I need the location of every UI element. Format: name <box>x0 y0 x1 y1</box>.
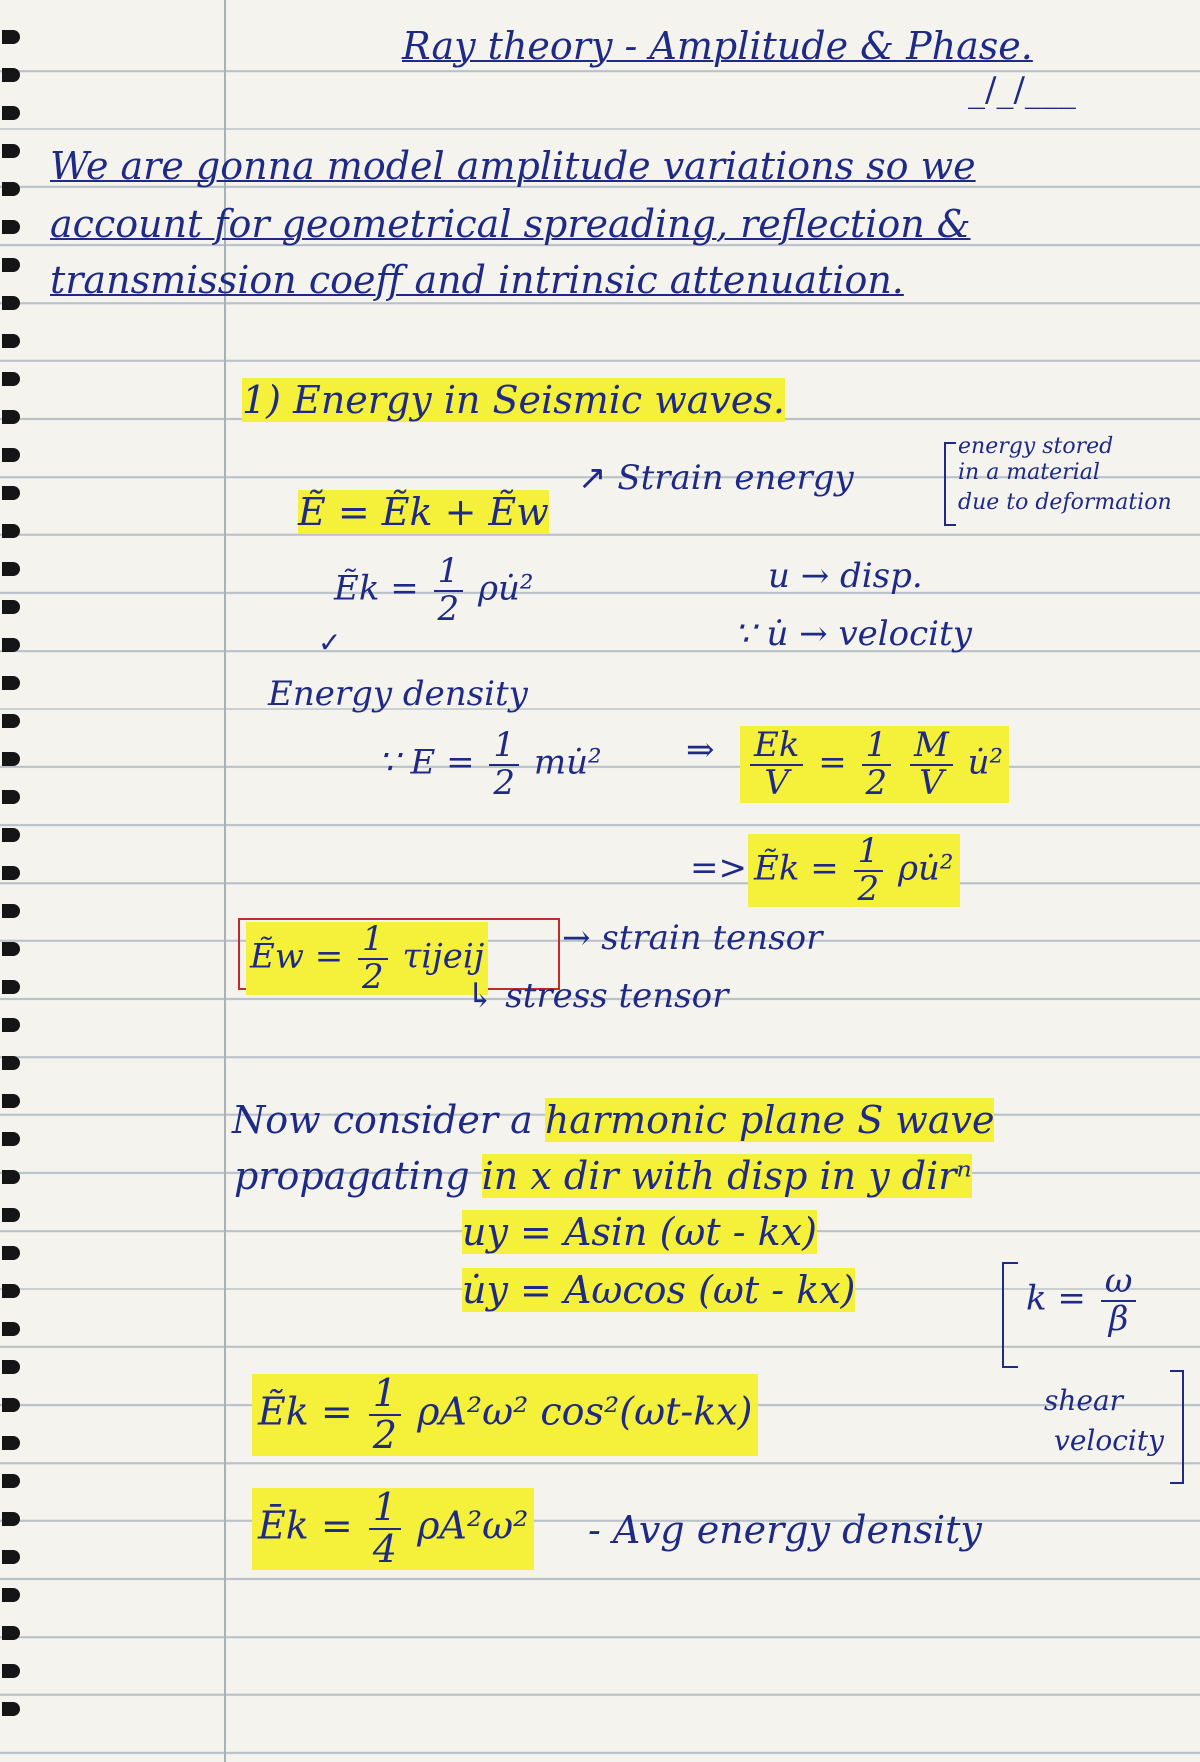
spiral-hole <box>2 30 20 44</box>
spiral-hole <box>2 1436 20 1450</box>
spiral-hole <box>2 866 20 880</box>
spiral-hole <box>2 448 20 462</box>
spiral-hole <box>2 1702 20 1716</box>
spiral-hole <box>2 1664 20 1678</box>
ew-num: 1 <box>358 922 388 960</box>
spiral-hole <box>2 334 20 348</box>
page-title: Ray theory - Amplitude & Phase. <box>402 24 1033 68</box>
energy-note-3: due to deformation <box>958 490 1172 515</box>
ke-fraction <box>489 725 519 803</box>
ew-den: 2 <box>362 956 384 997</box>
kinetic-energy-equation <box>334 551 534 629</box>
ekv-half <box>862 725 892 803</box>
ek-den: 2 <box>437 588 460 629</box>
ek4-rhs: ρA²ω² <box>417 1503 529 1548</box>
ekv-lhs <box>750 725 803 803</box>
intro-line-3: transmission coeff and intrinsic attenuation. <box>50 258 904 302</box>
ekv-lhs-num: Ek <box>750 728 803 766</box>
spiral-hole <box>2 1094 20 1108</box>
spiral-hole <box>2 714 20 728</box>
implies-arrow-2: => <box>690 848 747 888</box>
spiral-hole <box>2 182 20 196</box>
spiral-hole <box>2 790 20 804</box>
spiral-hole <box>2 296 20 310</box>
shear-velocity-bracket <box>1170 1370 1184 1484</box>
spiral-hole <box>2 562 20 576</box>
spiral-hole <box>2 220 20 234</box>
displacement-equation: uy = Asin (ωt - kx) <box>462 1210 817 1254</box>
spiral-hole <box>2 372 20 386</box>
spiral-hole <box>2 1018 20 1032</box>
spiral-hole <box>2 1512 20 1526</box>
k-den: β <box>1108 1298 1129 1339</box>
energy-note-1: energy stored <box>958 434 1114 459</box>
ek4-den: 4 <box>372 1526 397 1571</box>
ew-lhs: Ẽw = <box>250 936 344 977</box>
ek4-lhs: Ēk = <box>258 1503 353 1548</box>
ek2-den: 2 <box>857 868 880 909</box>
ekv-udot: u̇² <box>967 742 1004 783</box>
stress-tensor-label: ↳ stress tensor <box>466 976 729 1016</box>
spiral-hole <box>2 638 20 652</box>
spiral-hole <box>2 600 20 614</box>
total-energy-equation: Ẽ = Ẽk + Ẽw <box>298 490 549 534</box>
energy-density-label: Energy density <box>268 674 528 714</box>
velocity-note: ∵ u̇ → velocity <box>734 614 972 654</box>
shear-label: shear <box>1044 1384 1124 1417</box>
spiral-hole <box>2 676 20 690</box>
spiral-hole <box>2 1208 20 1222</box>
spiral-hole <box>2 1284 20 1298</box>
ek3-fraction <box>369 1371 401 1457</box>
ew-fraction <box>358 919 388 997</box>
kinetic-energy-density-equation <box>748 831 960 909</box>
plane-wave-line-1 <box>232 1098 994 1142</box>
spiral-hole <box>2 1398 20 1412</box>
ek3-lhs: Ẽk = <box>258 1389 353 1434</box>
strain-tensor-label: → strain tensor <box>562 918 823 958</box>
section-heading <box>242 378 785 422</box>
date-line: _/_/___ <box>968 70 1076 110</box>
plane-wave-line-2 <box>234 1154 972 1198</box>
check-mark: ✓ <box>318 626 342 659</box>
ke-lhs: ∵ E = <box>378 742 475 783</box>
ekv-m <box>910 725 953 803</box>
spiral-hole <box>2 524 20 538</box>
plane-wave-line-1-b: harmonic plane S wave <box>544 1098 995 1142</box>
strain-energy-text: Strain energy <box>617 458 854 498</box>
spiral-hole <box>2 1626 20 1640</box>
spiral-hole <box>2 1246 20 1260</box>
spiral-hole <box>2 68 20 82</box>
average-energy-density-label: - Avg energy density <box>588 1508 982 1552</box>
energy-per-volume-equation <box>740 726 1009 803</box>
section-heading-text: 1) Energy in Seismic waves. <box>242 378 785 422</box>
ek3-num: 1 <box>369 1374 401 1416</box>
spiral-hole <box>2 486 20 500</box>
ek4-num: 1 <box>369 1488 401 1530</box>
plane-wave-line-2-a: propagating <box>234 1154 470 1198</box>
ek2-rhs: ρu̇² <box>897 848 954 889</box>
ek3-rhs: ρA²ω² cos²(ωt-kx) <box>417 1389 753 1434</box>
spiral-hole <box>2 1056 20 1070</box>
ekv-eq: = <box>818 742 847 783</box>
spiral-hole <box>2 1474 20 1488</box>
ke-rhs: mu̇² <box>533 742 602 783</box>
spiral-hole <box>2 410 20 424</box>
ekv-m-den: V <box>919 762 944 803</box>
ek2-fraction <box>854 831 884 909</box>
spiral-hole <box>2 1322 20 1336</box>
energy-note-bracket <box>944 442 956 526</box>
ek-fraction <box>434 551 464 629</box>
ek-num: 1 <box>434 554 464 592</box>
ek-lhs: Ẽk = <box>334 568 419 609</box>
k-num: ω <box>1101 1264 1137 1302</box>
wavenumber-bracket <box>1002 1262 1018 1368</box>
spiral-hole <box>2 1550 20 1564</box>
ke-den: 2 <box>493 762 516 803</box>
spiral-hole <box>2 828 20 842</box>
intro-line-1: We are gonna model amplitude variations so we <box>50 144 976 188</box>
spiral-hole <box>2 106 20 120</box>
spiral-hole <box>2 258 20 272</box>
displacement-note: u → disp. <box>768 556 923 596</box>
energy-note-2: in a material <box>958 460 1100 485</box>
strain-energy-label: ↗ Strain energy <box>578 458 854 498</box>
ek-rhs: ρu̇² <box>477 568 534 609</box>
k-lhs: k = <box>1026 1278 1086 1319</box>
spiral-binding <box>0 0 28 1762</box>
intro-line-2: account for geometrical spreading, reflection & <box>50 202 971 246</box>
ekv-half-num: 1 <box>862 728 892 766</box>
implies-arrow: ⇒ <box>686 730 715 770</box>
ek4-fraction <box>369 1485 401 1571</box>
spiral-hole <box>2 942 20 956</box>
velocity-label: velocity <box>1054 1424 1164 1457</box>
strain-energy-equation <box>246 919 488 997</box>
ew-rhs: τijeij <box>402 936 485 977</box>
kinetic-energy-general <box>378 725 602 803</box>
k-fraction <box>1101 1261 1137 1339</box>
instantaneous-kinetic-energy <box>252 1371 758 1457</box>
velocity-equation: u̇y = Aωcos (ωt - kx) <box>462 1268 856 1312</box>
spiral-hole <box>2 1588 20 1602</box>
ekv-lhs-den: V <box>764 762 789 803</box>
average-kinetic-energy <box>252 1485 534 1571</box>
spiral-hole <box>2 980 20 994</box>
spiral-hole <box>2 1360 20 1374</box>
spiral-hole <box>2 1170 20 1184</box>
ke-num: 1 <box>489 728 519 766</box>
plane-wave-line-2-b: in x dir with disp in y dirⁿ <box>481 1154 972 1198</box>
ek2-num: 1 <box>854 834 884 872</box>
spiral-hole <box>2 1132 20 1146</box>
plane-wave-line-1-a: Now consider a <box>232 1098 533 1142</box>
wavenumber-relation <box>1026 1261 1140 1339</box>
spiral-hole <box>2 144 20 158</box>
ekv-m-num: M <box>910 728 953 766</box>
ek2-lhs: Ẽk = <box>754 848 839 889</box>
ek3-den: 2 <box>372 1412 397 1457</box>
spiral-hole <box>2 752 20 766</box>
spiral-hole <box>2 904 20 918</box>
ekv-half-den: 2 <box>865 762 888 803</box>
